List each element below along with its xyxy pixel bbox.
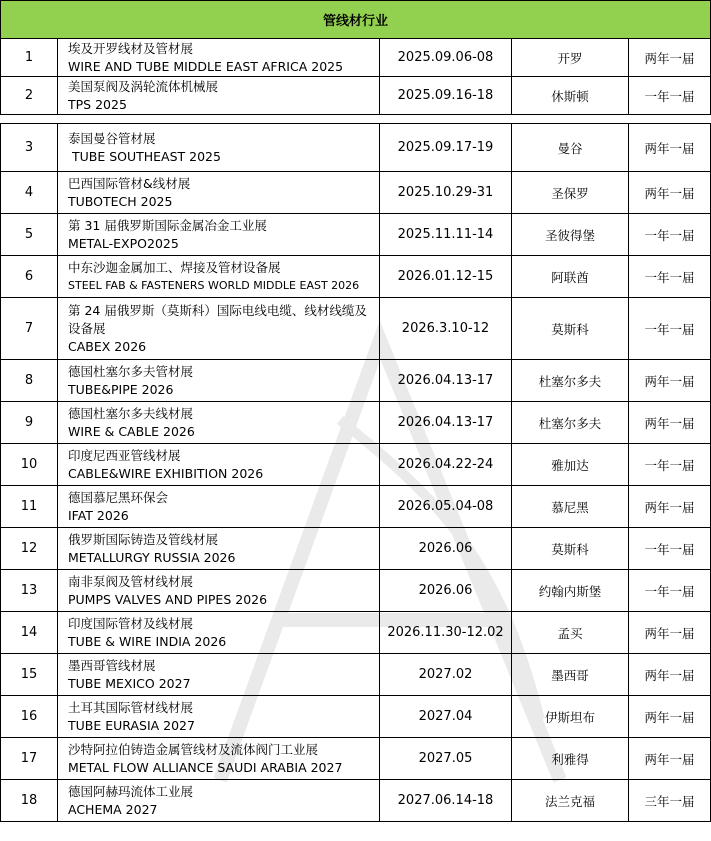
exhibition-name-en: TUBE&PIPE 2026	[68, 381, 174, 397]
exhibition-name-en: PUMPS VALVES AND PIPES 2026	[68, 591, 268, 607]
exhibition-date: 2026.06	[380, 528, 512, 570]
exhibition-city: 莫斯科	[512, 528, 629, 570]
exhibition-date: 2026.04.13-17	[380, 360, 512, 402]
exhibition-name-cn: 第 31 届俄罗斯国际金属冶金工业展	[68, 217, 267, 233]
exhibition-frequency: 一年一届	[629, 528, 711, 570]
exhibition-date: 2025.10.29-31	[380, 172, 512, 214]
exhibition-name-cell	[58, 39, 380, 77]
exhibition-frequency: 两年一届	[629, 486, 711, 528]
exhibition-name-cell	[58, 780, 380, 822]
exhibition-name-cell	[58, 738, 380, 780]
exhibition-date: 2027.05	[380, 738, 512, 780]
exhibition-frequency: 一年一届	[629, 298, 711, 360]
exhibition-date: 2027.02	[380, 654, 512, 696]
exhibition-frequency: 两年一届	[629, 738, 711, 780]
exhibition-city: 杜塞尔多夫	[512, 360, 629, 402]
table-row	[1, 780, 711, 822]
exhibition-name-en: TUBE EURASIA 2027	[68, 717, 195, 733]
exhibition-name-cell	[58, 654, 380, 696]
exhibition-date: 2027.04	[380, 696, 512, 738]
exhibition-name-en: METAL FLOW ALLIANCE SAUDI ARABIA 2027	[68, 759, 343, 775]
table-row	[1, 696, 711, 738]
exhibition-frequency: 三年一届	[629, 780, 711, 822]
row-number: 17	[1, 738, 58, 780]
exhibition-name-cn: 巴西国际管材&线材展	[68, 175, 191, 191]
table-row	[1, 654, 711, 696]
row-number: 3	[1, 124, 58, 172]
table-row	[1, 528, 711, 570]
row-number: 9	[1, 402, 58, 444]
exhibition-name-cn: 俄罗斯国际铸造及管线材展	[68, 531, 219, 547]
exhibition-name-cell	[58, 528, 380, 570]
exhibition-frequency: 两年一届	[629, 654, 711, 696]
exhibition-name-en: WIRE & CABLE 2026	[68, 423, 195, 439]
exhibition-name-cn: 印度国际管材及线材展	[68, 615, 194, 631]
row-number: 7	[1, 298, 58, 360]
exhibition-frequency: 两年一届	[629, 39, 711, 77]
exhibition-city: 莫斯科	[512, 298, 629, 360]
exhibition-name-cn: 墨西哥管线材展	[68, 657, 156, 673]
table-row	[1, 124, 711, 172]
table-row	[1, 612, 711, 654]
row-number: 6	[1, 256, 58, 298]
exhibition-name-cn: 德国杜塞尔多夫管材展	[68, 363, 194, 379]
row-gap	[1, 115, 711, 124]
exhibition-name-cell	[58, 77, 380, 115]
exhibition-name-cn: 埃及开罗线材及管材展	[68, 40, 194, 56]
row-number: 18	[1, 780, 58, 822]
exhibition-name-cell	[58, 444, 380, 486]
exhibition-name-cn: 沙特阿拉伯铸造金属管线材及流体阀门工业展	[68, 741, 319, 757]
table-header-row	[1, 1, 711, 39]
exhibition-name-en: CABEX 2026	[68, 338, 147, 354]
exhibition-name-cn: 南非泵阀及管材线材展	[68, 573, 194, 589]
exhibition-name-cell	[58, 172, 380, 214]
exhibition-city: 利雅得	[512, 738, 629, 780]
table-row	[1, 77, 711, 115]
row-number: 12	[1, 528, 58, 570]
row-number: 1	[1, 39, 58, 77]
exhibition-frequency: 两年一届	[629, 402, 711, 444]
table-row	[1, 39, 711, 77]
exhibition-date: 2025.09.17-19	[380, 124, 512, 172]
exhibition-name-cn: 印度尼西亚管线材展	[68, 447, 181, 463]
exhibition-name-en: TPS 2025	[68, 96, 127, 112]
exhibition-name-en: WIRE AND TUBE MIDDLE EAST AFRICA 2025	[68, 58, 344, 74]
exhibition-city: 开罗	[512, 39, 629, 77]
exhibition-frequency: 一年一届	[629, 256, 711, 298]
exhibition-name-cn: 德国阿赫玛流体工业展	[68, 783, 194, 799]
exhibition-date: 2027.06.14-18	[380, 780, 512, 822]
exhibition-name-en: TUBE & WIRE INDIA 2026	[68, 633, 227, 649]
row-number: 11	[1, 486, 58, 528]
exhibition-name-en: ACHEMA 2027	[68, 801, 158, 817]
exhibition-city: 约翰内斯堡	[512, 570, 629, 612]
exhibition-city: 曼谷	[512, 124, 629, 172]
row-number: 13	[1, 570, 58, 612]
exhibition-city: 杜塞尔多夫	[512, 402, 629, 444]
exhibition-name-en: METAL-EXPO2025	[68, 235, 179, 251]
exhibition-date: 2026.04.22-24	[380, 444, 512, 486]
exhibition-date: 2026.3.10-12	[380, 298, 512, 360]
exhibition-name-en: STEEL FAB & FASTENERS WORLD MIDDLE EAST 2026	[68, 278, 360, 292]
exhibition-city: 休斯顿	[512, 77, 629, 115]
row-number: 5	[1, 214, 58, 256]
row-number: 10	[1, 444, 58, 486]
row-number: 16	[1, 696, 58, 738]
table-row	[1, 360, 711, 402]
exhibition-frequency: 两年一届	[629, 172, 711, 214]
exhibition-name-en: IFAT 2026	[68, 507, 129, 523]
exhibition-city: 慕尼黑	[512, 486, 629, 528]
exhibition-name-cell	[58, 696, 380, 738]
exhibition-frequency: 一年一届	[629, 214, 711, 256]
exhibition-name-cell	[58, 486, 380, 528]
exhibition-frequency: 两年一届	[629, 124, 711, 172]
exhibition-name-cn: 泰国曼谷管材展	[68, 130, 156, 146]
exhibition-name-cn: 中东沙迦金属加工、焊接及管材设备展	[68, 259, 281, 275]
exhibition-date: 2025.09.16-18	[380, 77, 512, 115]
table-row	[1, 486, 711, 528]
exhibition-name-en: TUBE MEXICO 2027	[68, 675, 191, 691]
exhibition-city: 孟买	[512, 612, 629, 654]
row-number: 14	[1, 612, 58, 654]
table-row	[1, 738, 711, 780]
exhibition-name-cell	[58, 360, 380, 402]
exhibition-date: 2026.06	[380, 570, 512, 612]
exhibition-name-cell	[58, 214, 380, 256]
table-row	[1, 298, 711, 360]
exhibition-name-cn: 美国泵阀及涡轮流体机械展	[68, 78, 219, 94]
exhibition-date: 2026.05.04-08	[380, 486, 512, 528]
exhibition-name-cell	[58, 402, 380, 444]
exhibition-name-cn: 土耳其国际管材线材展	[68, 699, 194, 715]
exhibition-frequency: 两年一届	[629, 360, 711, 402]
exhibition-city: 法兰克福	[512, 780, 629, 822]
table-row	[1, 172, 711, 214]
exhibition-name-cn: 第 24 届俄罗斯（莫斯科）国际电线电缆、线材线缆及设备展	[68, 302, 367, 336]
exhibition-date: 2026.01.12-15	[380, 256, 512, 298]
exhibition-city: 墨西哥	[512, 654, 629, 696]
exhibition-name-cell	[58, 612, 380, 654]
table-title: 管线材行业	[1, 1, 711, 39]
exhibition-frequency: 两年一届	[629, 612, 711, 654]
exhibition-name-cell	[58, 256, 380, 298]
exhibition-frequency: 两年一届	[629, 696, 711, 738]
exhibition-date: 2025.09.06-08	[380, 39, 512, 77]
exhibition-name-en: CABLE&WIRE EXHIBITION 2026	[68, 465, 264, 481]
exhibition-date: 2025.11.11-14	[380, 214, 512, 256]
exhibition-frequency: 一年一届	[629, 444, 711, 486]
row-number: 8	[1, 360, 58, 402]
exhibition-frequency: 一年一届	[629, 77, 711, 115]
table-row	[1, 214, 711, 256]
exhibition-name-cell	[58, 570, 380, 612]
exhibition-date: 2026.04.13-17	[380, 402, 512, 444]
row-number: 4	[1, 172, 58, 214]
exhibition-city: 阿联酋	[512, 256, 629, 298]
exhibition-city: 伊斯坦布	[512, 696, 629, 738]
row-number: 15	[1, 654, 58, 696]
exhibition-city: 圣保罗	[512, 172, 629, 214]
exhibition-name-cell	[58, 298, 380, 360]
exhibition-city: 圣彼得堡	[512, 214, 629, 256]
table-row	[1, 570, 711, 612]
table-row	[1, 256, 711, 298]
exhibition-date: 2026.11.30-12.02	[380, 612, 512, 654]
exhibition-name-cell	[58, 124, 380, 172]
exhibition-frequency: 一年一届	[629, 570, 711, 612]
exhibition-name-cn: 德国慕尼黑环保会	[68, 489, 169, 505]
exhibition-name-en: TUBOTECH 2025	[68, 193, 173, 209]
table-row	[1, 402, 711, 444]
exhibition-city: 雅加达	[512, 444, 629, 486]
exhibition-name-en: METALLURGY RUSSIA 2026	[68, 549, 236, 565]
exhibition-name-en: TUBE SOUTHEAST 2025	[68, 148, 221, 164]
table-row	[1, 444, 711, 486]
exhibition-name-cn: 德国杜塞尔多夫线材展	[68, 405, 194, 421]
row-gap-cell	[1, 115, 711, 124]
row-number: 2	[1, 77, 58, 115]
